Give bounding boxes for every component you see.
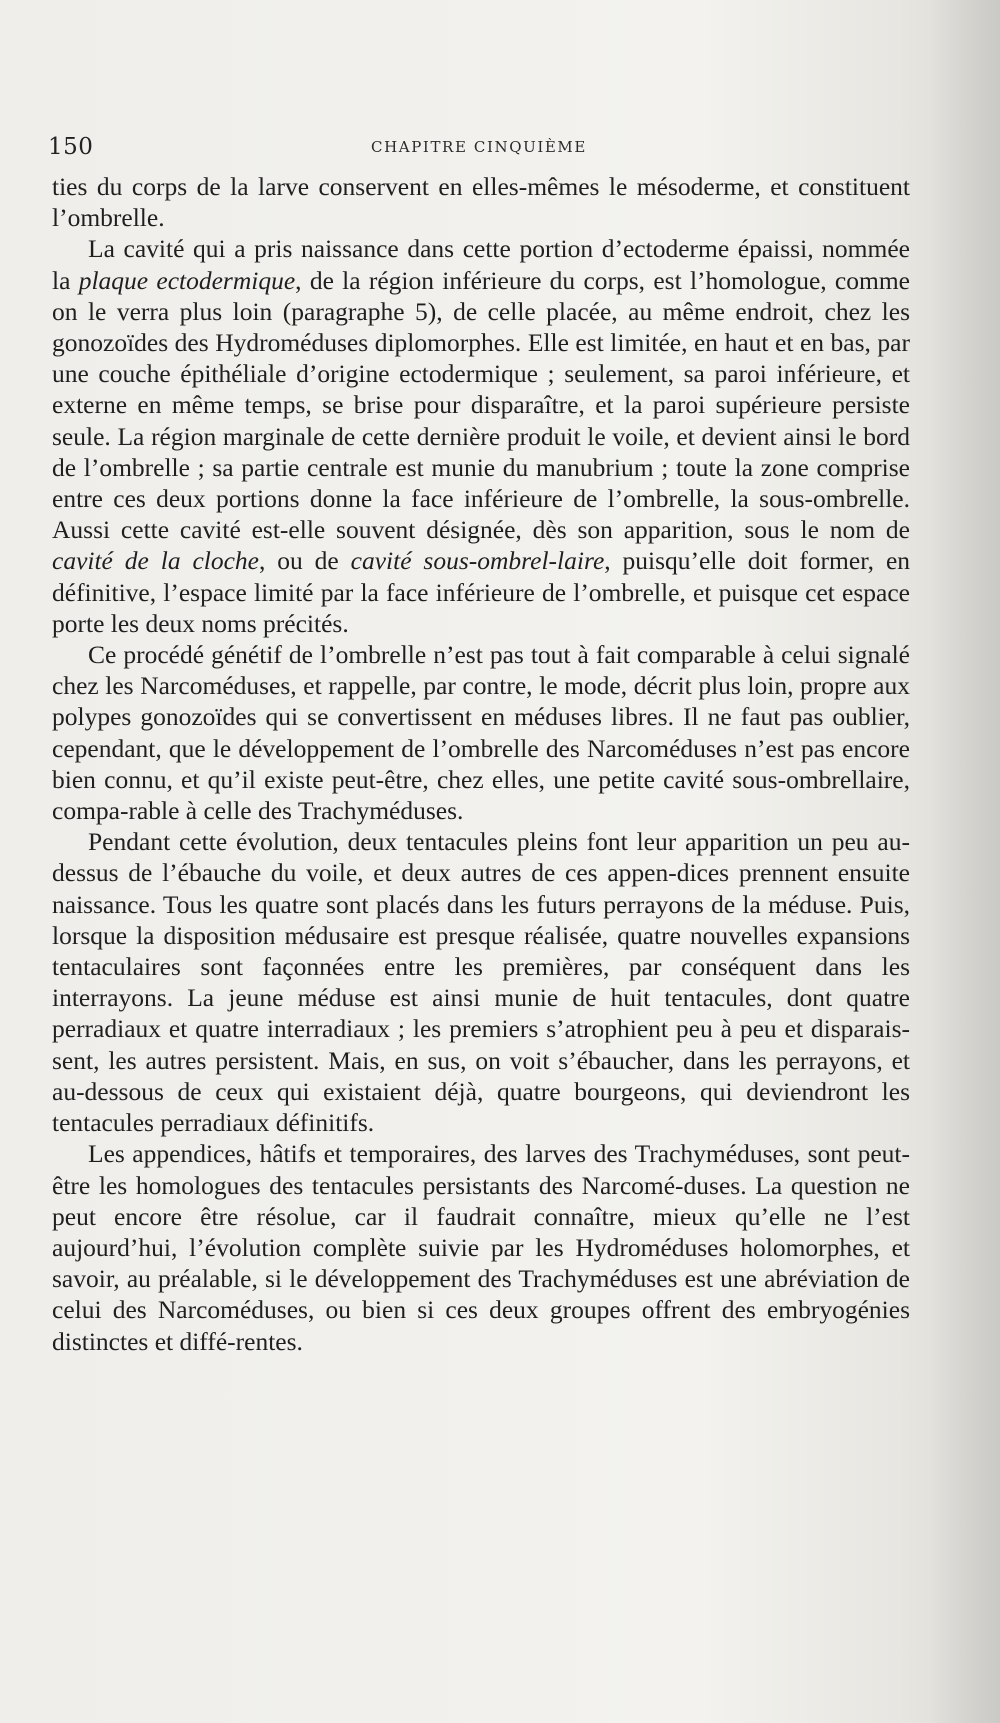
text-segment: , ou de [259, 546, 351, 576]
text-segment: Les appendices, hâtifs et temporaires, des larves des Trachyméduses, sont peut-être les homologues des tentacules persistants des Narcomé-duses. La question ne peut encore être résolue, car il faudrait connaître, mieux qu’elle ne l’est aujourd’hui, l’évolution complète suivie par les Hydroméduses holomorphes, et savoir, au préalable, si le développement des Trachyméduses est une abréviation de celui des Narcoméduses, ou bien si ces deux groupes offrent des embryogénies distinctes et diffé-rentes. [52, 1139, 910, 1356]
italic-term: cavité sous-ombrel-laire [350, 546, 605, 576]
paragraph-4 [52, 1138, 910, 1356]
text-segment: Ce procédé génétif de l’ombrelle n’est pas tout à fait comparable à celui signalé chez les Narcoméduses, et rappelle, par contre, le mode, décrit plus loin, propre aux polypes gonozoïdes qui se convertissent en méduses libres. Il ne faut pas oublier, cependant, que le développement de l’ombrelle des Narcoméduses n’est pas encore bien connu, et qu’il existe peut-être, chez elles, une petite cavité sous-ombrellaire, compa-rable à celle des Trachyméduses. [52, 640, 910, 826]
italic-term: cavité de la cloche [52, 546, 260, 576]
text-segment: , puisqu’elle doit former, en définitive, l’espace limité par la face inférieure de l’ombrelle, et puisque cet espace porte les deux noms précités. [52, 546, 911, 638]
paragraph-0 [52, 171, 910, 233]
text-segment: , de la région inférieure du corps, est l’homologue, comme on le verra plus loin (paragraphe 5), de celle placée, au même endroit, chez les gonozoïdes des Hydroméduses diplomorphes. Elle est limitée, en haut et en bas, par une couche épithéliale d’origine ectodermique ; seulement, sa paroi inférieure, et externe en même temps, se brise pour disparaître, et la paroi supérieure persiste seule. La région marginale de cette dernière produit le voile, et devient ainsi le bord de l’ombrelle ; sa partie centrale est munie du manubrium ; toute la zone comprise entre ces deux portions donne la face inférieure de l’ombrelle, la sous-ombrelle. Aussi cette cavité est-elle souvent désignée, dès son apparition, sous le nom de [52, 265, 910, 545]
text-segment: ties du corps de la larve conservent en elles-mêmes le mésoderme, et constituent l’ombrelle. [52, 172, 910, 233]
text-segment: La cavité qui a pris naissance dans cette portion d’ectoderme épaissi, nommée la [52, 234, 910, 295]
paragraph-2 [52, 639, 910, 826]
running-head [48, 134, 910, 164]
paragraph-1 [52, 233, 910, 639]
page-number: 150 [48, 134, 94, 160]
paragraph-3 [52, 826, 910, 1138]
body-text [52, 171, 910, 1357]
text-segment: Pendant cette évolution, deux tentacules pleins font leur apparition un peu au-dessus de l’ébauche du voile, et deux autres de ces appen-dices prennent ensuite naissance. Tous les quatre sont placés dans les futurs perrayons de la méduse. Puis, lorsque la disposition médusaire est presque réalisée, quatre nouvelles expansions tentaculaires sont façonnées entre les premières, par conséquent dans les interrayons. La jeune méduse est ainsi munie de huit tentacules, dont quatre perradiaux et quatre interradiaux ; les premiers s’atrophient peu à peu et disparais-sent, les autres persistent. Mais, en sus, on voit s’ébaucher, dans les perrayons, et au-dessous de ceux qui existaient déjà, quatre bourgeons, qui deviendront les tentacules perradiaux définitifs. [52, 827, 910, 1138]
chapter-title: CHAPITRE CINQUIÈME [371, 138, 587, 156]
page-edge-shadow [930, 0, 1000, 1723]
italic-term: plaque ectodermique [78, 265, 296, 295]
